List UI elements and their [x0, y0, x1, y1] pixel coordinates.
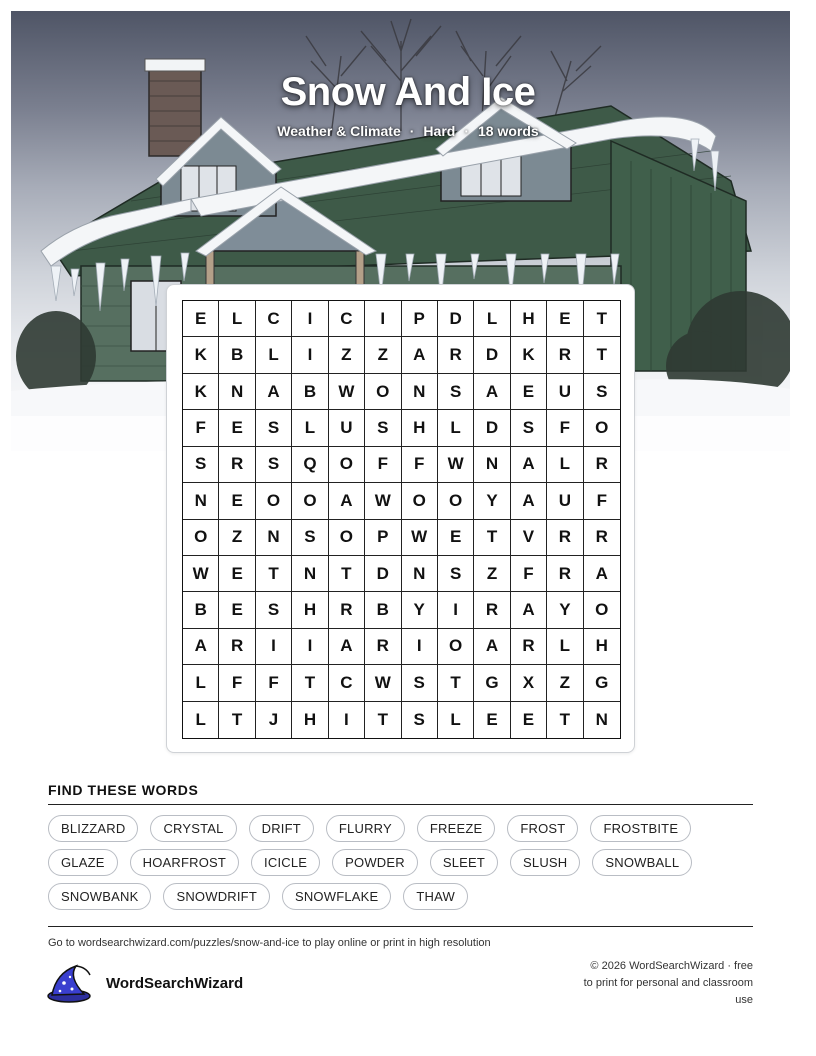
grid-cell[interactable]: D — [474, 337, 510, 373]
word-pill: ICICLE — [251, 849, 320, 876]
grid-cell[interactable]: R — [547, 520, 583, 556]
grid-cell[interactable]: L — [547, 447, 583, 483]
grid-cell[interactable]: S — [292, 520, 328, 556]
grid-cell[interactable]: T — [584, 337, 620, 373]
word-pill: SLUSH — [510, 849, 580, 876]
grid-cell[interactable]: E — [511, 374, 547, 410]
grid-cell[interactable]: R — [219, 447, 255, 483]
grid-cell[interactable]: B — [219, 337, 255, 373]
grid-cell[interactable]: Z — [219, 520, 255, 556]
grid-cell[interactable]: S — [256, 410, 292, 446]
grid-cell[interactable]: Y — [474, 483, 510, 519]
grid-cell[interactable]: S — [438, 556, 474, 592]
grid-cell[interactable]: W — [329, 374, 365, 410]
word-pill: SNOWBANK — [48, 883, 151, 910]
grid-cell[interactable]: E — [219, 410, 255, 446]
grid-cell[interactable]: E — [511, 702, 547, 738]
word-pill: FROST — [507, 815, 578, 842]
word-pill: DRIFT — [249, 815, 314, 842]
word-pill: SNOWBALL — [592, 849, 692, 876]
word-pill: SNOWFLAKE — [282, 883, 391, 910]
grid-cell[interactable]: A — [402, 337, 438, 373]
grid-cell[interactable]: N — [402, 374, 438, 410]
grid-cell[interactable]: T — [329, 556, 365, 592]
grid-cell[interactable]: R — [365, 629, 401, 665]
grid-cell[interactable]: Z — [474, 556, 510, 592]
grid-cell[interactable]: F — [183, 410, 219, 446]
grid-cell[interactable]: W — [365, 483, 401, 519]
grid-cell[interactable]: L — [256, 337, 292, 373]
grid-cell[interactable]: R — [438, 337, 474, 373]
grid-cell[interactable]: K — [183, 337, 219, 373]
grid-cell[interactable]: F — [547, 410, 583, 446]
grid-cell[interactable]: S — [256, 592, 292, 628]
grid-cell[interactable]: N — [219, 374, 255, 410]
grid-cell[interactable]: E — [474, 702, 510, 738]
grid-cell[interactable]: N — [183, 483, 219, 519]
grid-cell[interactable]: O — [402, 483, 438, 519]
grid-cell[interactable]: C — [329, 665, 365, 701]
grid-cell[interactable]: H — [292, 702, 328, 738]
grid-cell[interactable]: T — [292, 665, 328, 701]
grid-cell[interactable]: D — [438, 301, 474, 337]
grid-cell[interactable]: F — [584, 483, 620, 519]
brand-name: WordSearchWizard — [106, 974, 244, 992]
grid-cell[interactable]: S — [511, 410, 547, 446]
grid-cell[interactable]: O — [438, 483, 474, 519]
grid-cell[interactable]: D — [365, 556, 401, 592]
word-pill: GLAZE — [48, 849, 118, 876]
grid-cell[interactable]: N — [292, 556, 328, 592]
grid-cell[interactable]: S — [256, 447, 292, 483]
grid-cell[interactable]: F — [511, 556, 547, 592]
grid-cell[interactable]: S — [183, 447, 219, 483]
grid-cell[interactable]: A — [329, 629, 365, 665]
grid-cell[interactable]: E — [547, 301, 583, 337]
grid-cell[interactable]: T — [438, 665, 474, 701]
grid-cell[interactable]: S — [584, 374, 620, 410]
grid-cell[interactable]: T — [474, 520, 510, 556]
puzzle-subtitle — [0, 123, 816, 139]
grid-cell[interactable]: L — [183, 702, 219, 738]
grid-cell[interactable]: Y — [402, 592, 438, 628]
grid-cell[interactable]: L — [547, 629, 583, 665]
grid-cell[interactable]: I — [402, 629, 438, 665]
grid-cell[interactable]: L — [219, 301, 255, 337]
grid-cell[interactable]: R — [584, 447, 620, 483]
separator-dot: · — [464, 123, 469, 139]
play-online-link[interactable]: Go to wordsearchwizard.com/puzzles/snow-and-ice to play online or print in high resolution — [48, 937, 491, 949]
grid-cell[interactable]: E — [219, 592, 255, 628]
grid-cell[interactable]: E — [219, 556, 255, 592]
word-pill: CRYSTAL — [150, 815, 236, 842]
grid-cell[interactable]: T — [256, 556, 292, 592]
grid-cell[interactable]: W — [438, 447, 474, 483]
grid-cell[interactable]: T — [547, 702, 583, 738]
grid-cell[interactable]: F — [402, 447, 438, 483]
grid-cell[interactable]: E — [219, 483, 255, 519]
grid-cell[interactable]: Q — [292, 447, 328, 483]
word-pill: THAW — [403, 883, 468, 910]
divider — [48, 804, 753, 805]
grid-cell[interactable]: R — [219, 629, 255, 665]
grid-cell[interactable]: V — [511, 520, 547, 556]
grid-cell[interactable]: H — [292, 592, 328, 628]
grid-cell[interactable]: H — [402, 410, 438, 446]
grid-cell[interactable]: I — [292, 301, 328, 337]
brand[interactable] — [46, 963, 243, 1003]
grid-cell[interactable]: K — [511, 337, 547, 373]
grid-cell[interactable]: O — [256, 483, 292, 519]
grid-cell[interactable]: W — [402, 520, 438, 556]
grid-cell[interactable]: G — [584, 665, 620, 701]
grid-cell[interactable]: N — [256, 520, 292, 556]
grid-cell[interactable]: L — [183, 665, 219, 701]
grid-cell[interactable]: C — [256, 301, 292, 337]
puzzle-title: Snow And Ice — [280, 70, 536, 114]
category-label: Weather & Climate — [277, 123, 401, 139]
word-pill: SNOWDRIFT — [163, 883, 270, 910]
grid-cell[interactable]: P — [402, 301, 438, 337]
grid-cell[interactable]: A — [511, 483, 547, 519]
grid-cell[interactable]: T — [219, 702, 255, 738]
grid-cell[interactable]: L — [292, 410, 328, 446]
grid-cell[interactable]: B — [183, 592, 219, 628]
grid-cell[interactable]: I — [292, 337, 328, 373]
grid-cell[interactable]: L — [474, 301, 510, 337]
grid-cell[interactable]: F — [256, 665, 292, 701]
grid-cell[interactable]: T — [365, 702, 401, 738]
grid-cell[interactable]: O — [329, 520, 365, 556]
grid-cell[interactable]: R — [547, 556, 583, 592]
word-list — [48, 815, 768, 910]
grid-cell[interactable]: R — [511, 629, 547, 665]
grid-cell[interactable]: S — [402, 702, 438, 738]
copyright-notice: © 2026 WordSearchWizard · free to print for personal and classroom use — [583, 960, 753, 1006]
grid-cell[interactable]: K — [183, 374, 219, 410]
grid-cell[interactable]: B — [292, 374, 328, 410]
grid-cell[interactable]: O — [292, 483, 328, 519]
word-list-heading: FIND THESE WORDS — [48, 782, 199, 798]
grid-cell[interactable]: A — [256, 374, 292, 410]
grid-cell[interactable]: N — [474, 447, 510, 483]
grid-cell[interactable]: Z — [329, 337, 365, 373]
word-pill: HOARFROST — [130, 849, 239, 876]
grid-cell[interactable]: E — [438, 520, 474, 556]
grid-cell[interactable]: Z — [365, 337, 401, 373]
grid-cell[interactable]: R — [547, 337, 583, 373]
grid-cell[interactable]: T — [584, 301, 620, 337]
grid-cell[interactable]: O — [365, 374, 401, 410]
grid-cell[interactable]: R — [584, 520, 620, 556]
divider — [48, 926, 753, 927]
grid-cell[interactable]: B — [365, 592, 401, 628]
word-pill: FREEZE — [417, 815, 495, 842]
grid-cell[interactable]: U — [547, 374, 583, 410]
grid-cell[interactable]: I — [292, 629, 328, 665]
grid-cell[interactable]: A — [474, 629, 510, 665]
grid-cell[interactable]: F — [219, 665, 255, 701]
grid-cell[interactable]: S — [402, 665, 438, 701]
grid-cell[interactable]: J — [256, 702, 292, 738]
word-count-label: 18 words — [478, 123, 539, 139]
puzzle-card — [166, 284, 635, 753]
grid-cell[interactable]: A — [511, 447, 547, 483]
grid-cell[interactable]: R — [329, 592, 365, 628]
grid-cell[interactable]: N — [402, 556, 438, 592]
grid-cell[interactable]: A — [474, 374, 510, 410]
grid-cell[interactable]: O — [329, 447, 365, 483]
grid-cell[interactable]: P — [365, 520, 401, 556]
grid-cell[interactable]: O — [183, 520, 219, 556]
grid-cell[interactable]: E — [183, 301, 219, 337]
grid-cell[interactable]: S — [438, 374, 474, 410]
separator-dot: · — [409, 123, 415, 139]
grid-cell[interactable]: G — [474, 665, 510, 701]
grid-cell[interactable]: I — [438, 592, 474, 628]
wizard-hat-icon — [46, 963, 92, 1003]
grid-cell[interactable]: O — [584, 592, 620, 628]
word-pill: POWDER — [332, 849, 418, 876]
word-pill: BLIZZARD — [48, 815, 138, 842]
grid-cell[interactable]: U — [329, 410, 365, 446]
grid-cell[interactable]: A — [584, 556, 620, 592]
word-pill: FLURRY — [326, 815, 405, 842]
grid-cell[interactable]: Y — [547, 592, 583, 628]
grid-cell[interactable]: C — [329, 301, 365, 337]
grid-cell[interactable]: A — [329, 483, 365, 519]
grid-cell[interactable]: D — [474, 410, 510, 446]
grid-cell[interactable]: N — [595, 709, 608, 729]
grid-cell[interactable]: A — [511, 592, 547, 628]
grid-cell[interactable]: H — [511, 301, 547, 337]
grid-cell[interactable]: H — [584, 629, 620, 665]
grid-cell[interactable]: S — [365, 410, 401, 446]
grid-cell[interactable]: I — [256, 629, 292, 665]
grid-cell[interactable]: W — [183, 556, 219, 592]
grid-cell[interactable]: I — [365, 301, 401, 337]
grid-cell[interactable]: W — [365, 665, 401, 701]
word-pill: FROSTBITE — [590, 815, 691, 842]
grid-cell[interactable]: U — [547, 483, 583, 519]
grid-cell[interactable]: O — [438, 629, 474, 665]
word-pill: SLEET — [430, 849, 498, 876]
grid-cell[interactable]: L — [438, 410, 474, 446]
grid-cell[interactable]: L — [438, 702, 474, 738]
grid-cell[interactable]: F — [365, 447, 401, 483]
grid-cell[interactable]: O — [584, 410, 620, 446]
grid-cell[interactable]: R — [474, 592, 510, 628]
grid-cell[interactable]: A — [183, 629, 219, 665]
grid-cell[interactable]: X — [511, 665, 547, 701]
difficulty-label: Hard — [423, 123, 456, 139]
letter-grid — [182, 300, 621, 739]
grid-cell[interactable]: Z — [547, 665, 583, 701]
grid-cell[interactable]: I — [329, 702, 365, 738]
